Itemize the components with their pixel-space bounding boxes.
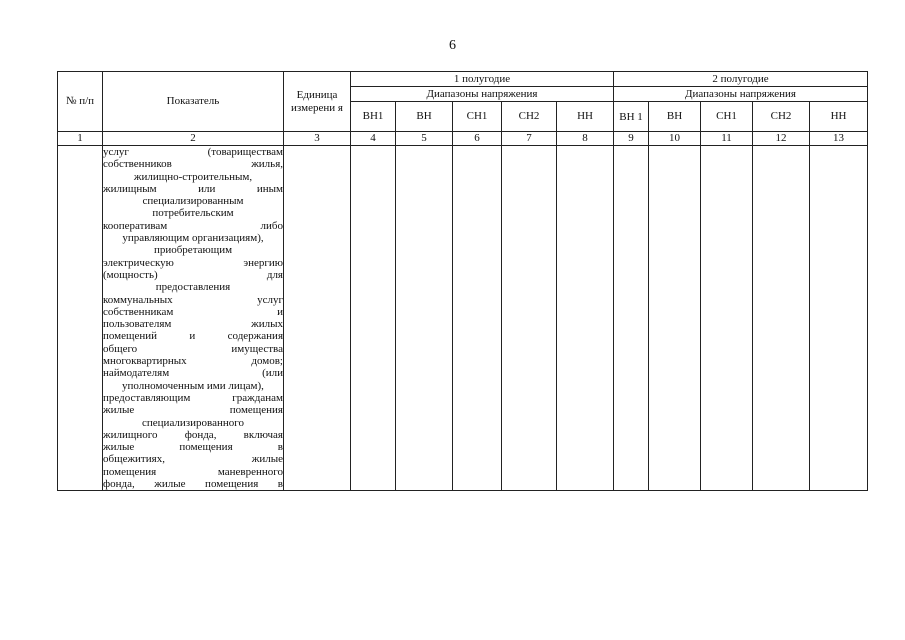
value-cell bbox=[753, 146, 810, 491]
column-number: 1 bbox=[58, 132, 103, 146]
page-number: 6 bbox=[449, 38, 456, 53]
header-ranges-1: Диапазоны напряжения bbox=[351, 87, 614, 102]
value-cell bbox=[557, 146, 614, 491]
value-cell bbox=[810, 146, 868, 491]
voltage-header-1-3: СН1 bbox=[453, 102, 502, 132]
column-number: 4 bbox=[351, 132, 396, 146]
value-cell bbox=[351, 146, 396, 491]
voltage-header-2-3: СН1 bbox=[701, 102, 753, 132]
column-number: 8 bbox=[557, 132, 614, 146]
description-line: помещения маневренного bbox=[103, 465, 283, 478]
description-line: наймодателям (или bbox=[103, 367, 283, 380]
description-line: жилые помещения в bbox=[103, 441, 283, 454]
description-line: собственникам и bbox=[103, 305, 283, 318]
description-line: (мощность) для bbox=[103, 268, 283, 281]
description-line: общежитиях, жилые bbox=[103, 453, 283, 466]
description-line: жилищного фонда, включая bbox=[103, 428, 283, 441]
description-line: коммунальных услуг bbox=[103, 293, 283, 306]
description-line: жилищным или иным bbox=[103, 182, 283, 195]
column-number: 7 bbox=[502, 132, 557, 146]
value-cell bbox=[701, 146, 753, 491]
description-line: помещений и содержания bbox=[103, 330, 283, 343]
description-line: специализированным bbox=[142, 195, 244, 208]
voltage-header-1-5: НН bbox=[557, 102, 614, 132]
description-line: специализированного bbox=[142, 416, 244, 429]
description-line: жилые помещения bbox=[103, 404, 283, 417]
column-number: 6 bbox=[453, 132, 502, 146]
voltage-header-2-2: ВН bbox=[649, 102, 701, 132]
voltage-header-2-5: НН bbox=[810, 102, 868, 132]
value-cell bbox=[396, 146, 453, 491]
header-half1: 1 полугодие bbox=[351, 72, 614, 87]
voltage-header-2-1: ВН 1 bbox=[614, 102, 649, 132]
row-number-cell bbox=[58, 146, 103, 491]
column-number: 10 bbox=[649, 132, 701, 146]
description-line: многоквартирных домов; bbox=[103, 355, 283, 368]
header-ranges-2: Диапазоны напряжения bbox=[614, 87, 868, 102]
tariff-table bbox=[57, 71, 868, 491]
description-line: электрическую энергию bbox=[103, 256, 283, 269]
description-line: предоставления bbox=[155, 281, 231, 294]
header-number: № п/п bbox=[58, 72, 103, 132]
indicator-description bbox=[103, 146, 284, 491]
column-number: 5 bbox=[396, 132, 453, 146]
value-cell bbox=[502, 146, 557, 491]
header-unit: Единица измерени я bbox=[284, 72, 351, 132]
description-line: предоставляющим гражданам bbox=[103, 391, 283, 404]
column-number: 11 bbox=[701, 132, 753, 146]
value-cell bbox=[614, 146, 649, 491]
header-half2: 2 полугодие bbox=[614, 72, 868, 87]
table-row bbox=[58, 146, 868, 491]
value-cell bbox=[453, 146, 502, 491]
column-number: 12 bbox=[753, 132, 810, 146]
description-line: потребительским bbox=[152, 207, 234, 220]
description-line: пользователям жилых bbox=[103, 318, 283, 331]
description-line: услуг (товариществам bbox=[103, 146, 283, 158]
description-line: фонда, жилые помещения в bbox=[103, 478, 283, 491]
description-line: приобретающим bbox=[153, 244, 233, 257]
description-line: жилищно-строительным, bbox=[133, 170, 253, 183]
column-number: 2 bbox=[103, 132, 284, 146]
column-number: 3 bbox=[284, 132, 351, 146]
description-line: собственников жилья, bbox=[103, 158, 283, 171]
description-line: уполномоченным ими лицам), bbox=[122, 379, 264, 392]
row-unit-cell bbox=[284, 146, 351, 491]
voltage-header-2-4: СН2 bbox=[753, 102, 810, 132]
column-numbers-row bbox=[58, 132, 868, 146]
header-indicator: Показатель bbox=[103, 72, 284, 132]
description-line: управляющим организациям), bbox=[122, 232, 264, 245]
voltage-header-1-2: ВН bbox=[396, 102, 453, 132]
voltage-header-1-1: ВН1 bbox=[351, 102, 396, 132]
voltage-header-1-4: СН2 bbox=[502, 102, 557, 132]
column-number: 9 bbox=[614, 132, 649, 146]
description-line: кооперативам либо bbox=[103, 219, 283, 232]
value-cell bbox=[649, 146, 701, 491]
description-line: общего имущества bbox=[103, 342, 283, 355]
column-number: 13 bbox=[810, 132, 868, 146]
